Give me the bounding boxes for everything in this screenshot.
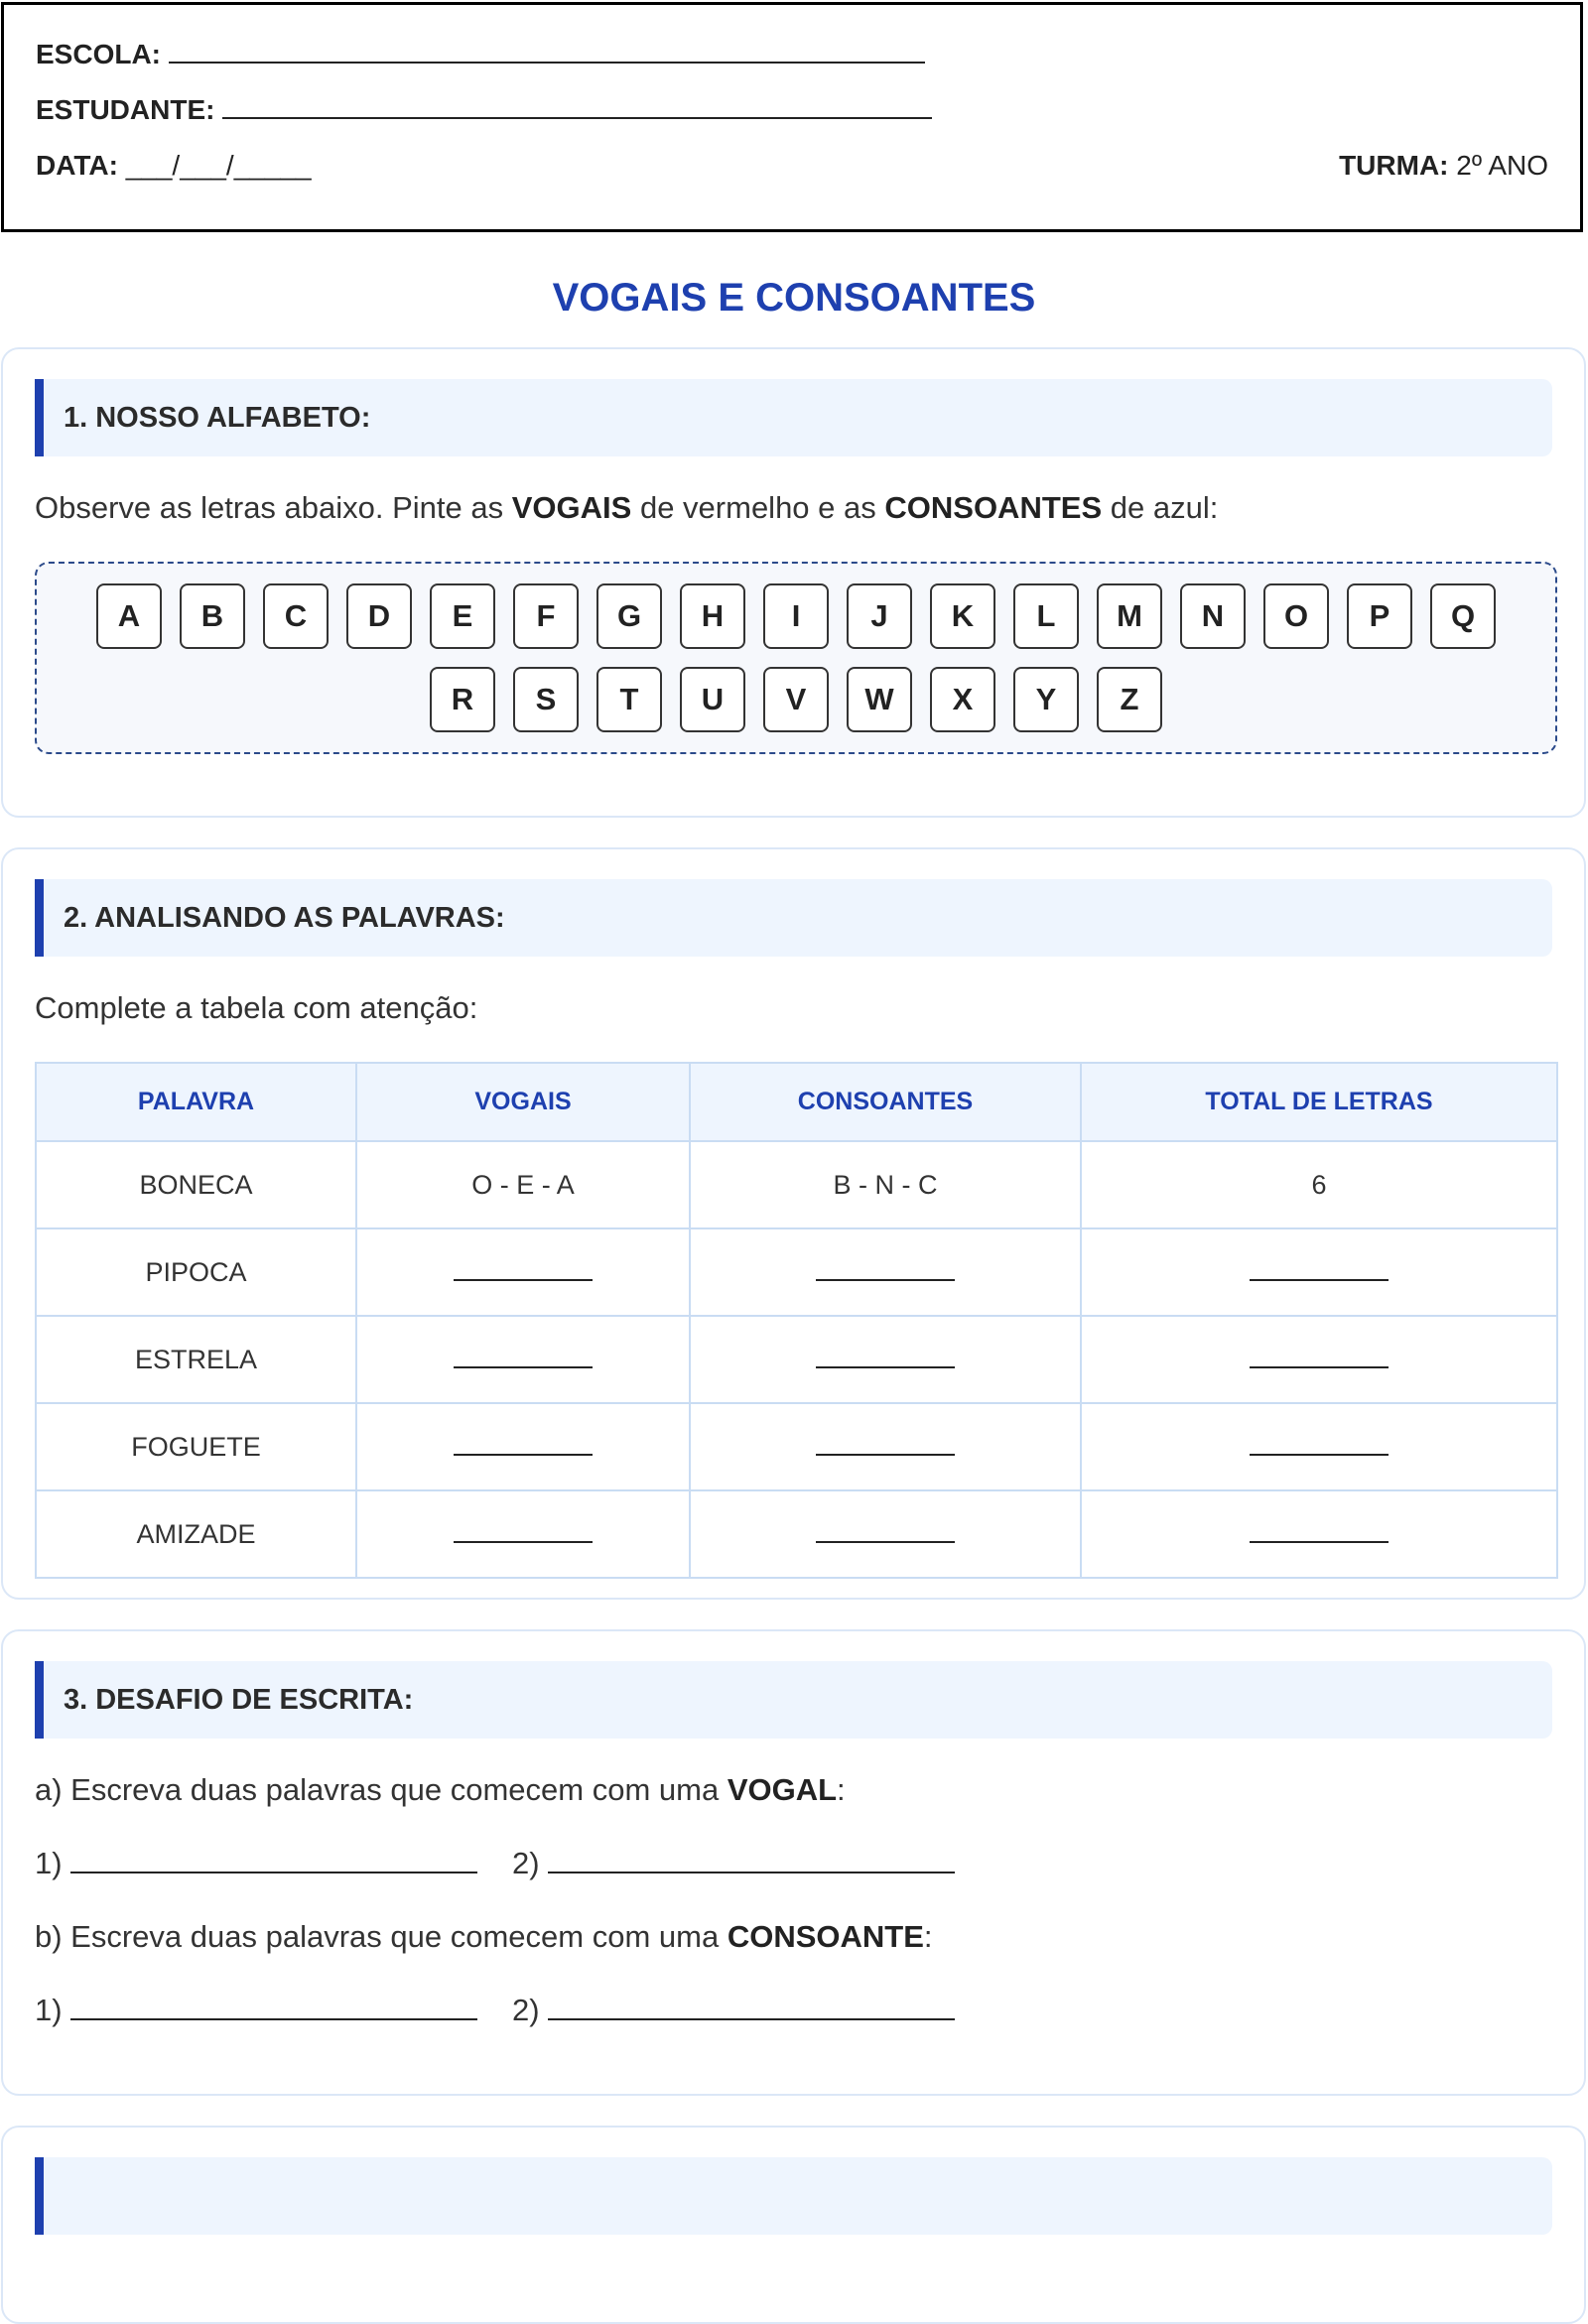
answer-blank[interactable] (1250, 1521, 1389, 1543)
turma-label: TURMA: (1339, 150, 1449, 181)
question-text: : (923, 1919, 933, 1954)
estudante-line (36, 94, 932, 126)
question-b (35, 1919, 933, 1955)
section-writing (1, 1629, 1586, 2096)
section-title: 1. NOSSO ALFABETO: (35, 379, 1552, 456)
answer-a1 (35, 1846, 477, 1881)
question-a (35, 1772, 846, 1808)
letter-s[interactable]: S (513, 667, 579, 732)
answer-number: 2) (512, 1846, 540, 1880)
escola-label: ESCOLA: (36, 39, 161, 69)
instr-text: de vermelho e as (631, 490, 885, 525)
turma-value: 2º ANO (1456, 150, 1548, 181)
turma-line (1339, 150, 1548, 182)
estudante-label: ESTUDANTE: (36, 94, 215, 125)
answer-line[interactable] (70, 1995, 477, 2020)
letter-l[interactable]: L (1013, 583, 1079, 649)
answer-line[interactable] (548, 1995, 955, 2020)
letter-f[interactable]: F (513, 583, 579, 649)
section-words (1, 847, 1586, 1600)
letter-m[interactable]: M (1097, 583, 1162, 649)
letter-q[interactable]: Q (1430, 583, 1496, 649)
letter-p[interactable]: P (1347, 583, 1412, 649)
cell-total (1081, 1490, 1557, 1578)
instr-text: de azul: (1102, 490, 1219, 525)
letter-x[interactable]: X (930, 667, 995, 732)
section-title: 2. ANALISANDO AS PALAVRAS: (35, 879, 1552, 957)
cell-vogais (356, 1228, 690, 1316)
answer-blank[interactable] (454, 1434, 593, 1456)
answer-b2 (512, 1993, 955, 2028)
col-header-palavra: PALAVRA (36, 1063, 356, 1141)
answer-blank[interactable] (816, 1259, 955, 1281)
letter-k[interactable]: K (930, 583, 995, 649)
answer-number: 1) (35, 1993, 63, 2027)
question-keyword: VOGAL (727, 1772, 838, 1807)
question-text: : (837, 1772, 846, 1807)
cell-total (1081, 1316, 1557, 1403)
cell-total (1081, 1403, 1557, 1490)
letter-c[interactable]: C (263, 583, 329, 649)
answer-blank[interactable] (816, 1434, 955, 1456)
letter-j[interactable]: J (847, 583, 912, 649)
header-box (1, 2, 1583, 232)
cell-palavra: BONECA (36, 1141, 356, 1228)
question-text: b) Escreva duas palavras que comecem com uma (35, 1919, 728, 1954)
letter-z[interactable]: Z (1097, 667, 1162, 732)
answer-number: 2) (512, 1993, 540, 2027)
estudante-field[interactable] (222, 95, 932, 119)
escola-line (36, 39, 925, 70)
cell-consoantes (690, 1403, 1081, 1490)
data-line (36, 150, 312, 182)
cell-total: 6 (1081, 1141, 1557, 1228)
cell-consoantes (690, 1228, 1081, 1316)
letter-y[interactable]: Y (1013, 667, 1079, 732)
instr-consoantes: CONSOANTES (884, 490, 1103, 525)
letter-b[interactable]: B (180, 583, 245, 649)
answer-blank[interactable] (1250, 1347, 1389, 1368)
cell-palavra: FOGUETE (36, 1403, 356, 1490)
table-row (36, 1403, 1557, 1490)
page-title: VOGAIS E CONSOANTES (552, 276, 1036, 320)
words-table (35, 1062, 1558, 1579)
data-field[interactable]: ___/___/_____ (125, 150, 312, 181)
letter-e[interactable]: E (430, 583, 495, 649)
data-label: DATA: (36, 150, 118, 181)
instr-text: Observe as letras abaixo. Pinte as (35, 490, 512, 525)
table-row (36, 1141, 1557, 1228)
table-header-row (36, 1063, 1557, 1141)
answer-blank[interactable] (454, 1347, 593, 1368)
section-title (35, 2157, 1552, 2235)
col-header-vogais: VOGAIS (356, 1063, 690, 1141)
letter-t[interactable]: T (596, 667, 662, 732)
letter-u[interactable]: U (680, 667, 745, 732)
question-keyword: CONSOANTE (727, 1919, 924, 1954)
answer-blank[interactable] (454, 1259, 593, 1281)
table-row (36, 1316, 1557, 1403)
cell-total (1081, 1228, 1557, 1316)
section-title: 3. DESAFIO DE ESCRITA: (35, 1661, 1552, 1739)
letter-i[interactable]: I (763, 583, 829, 649)
alphabet-box (35, 562, 1557, 754)
letter-o[interactable]: O (1263, 583, 1329, 649)
answer-a2 (512, 1846, 955, 1881)
letter-g[interactable]: G (596, 583, 662, 649)
table-instructions: Complete a tabela com atenção: (35, 990, 478, 1025)
table-row (36, 1490, 1557, 1578)
letter-r[interactable]: R (430, 667, 495, 732)
cell-consoantes (690, 1490, 1081, 1578)
section-alphabet (1, 347, 1586, 818)
answer-blank[interactable] (1250, 1259, 1389, 1281)
section-next (1, 2126, 1586, 2324)
answer-line[interactable] (70, 1848, 477, 1873)
escola-field[interactable] (169, 40, 925, 64)
col-header-total: TOTAL DE LETRAS (1081, 1063, 1557, 1141)
answer-line[interactable] (548, 1848, 955, 1873)
cell-palavra: PIPOCA (36, 1228, 356, 1316)
answer-b1 (35, 1993, 477, 2028)
letter-n[interactable]: N (1180, 583, 1246, 649)
answer-blank[interactable] (454, 1521, 593, 1543)
instr-vogais: VOGAIS (511, 490, 632, 525)
table-row (36, 1228, 1557, 1316)
cell-consoantes: B - N - C (690, 1141, 1081, 1228)
question-text: a) Escreva duas palavras que comecem com uma (35, 1772, 728, 1807)
letter-a[interactable]: A (96, 583, 162, 649)
cell-vogais (356, 1316, 690, 1403)
alphabet-instructions (35, 490, 1218, 526)
cell-vogais: O - E - A (356, 1141, 690, 1228)
letter-d[interactable]: D (346, 583, 412, 649)
answer-number: 1) (35, 1846, 63, 1880)
cell-vogais (356, 1490, 690, 1578)
answer-blank[interactable] (816, 1521, 955, 1543)
cell-consoantes (690, 1316, 1081, 1403)
letter-w[interactable]: W (847, 667, 912, 732)
cell-palavra: AMIZADE (36, 1490, 356, 1578)
cell-vogais (356, 1403, 690, 1490)
col-header-consoantes: CONSOANTES (690, 1063, 1081, 1141)
letter-h[interactable]: H (680, 583, 745, 649)
letter-v[interactable]: V (763, 667, 829, 732)
answer-blank[interactable] (1250, 1434, 1389, 1456)
answer-blank[interactable] (816, 1347, 955, 1368)
cell-palavra: ESTRELA (36, 1316, 356, 1403)
